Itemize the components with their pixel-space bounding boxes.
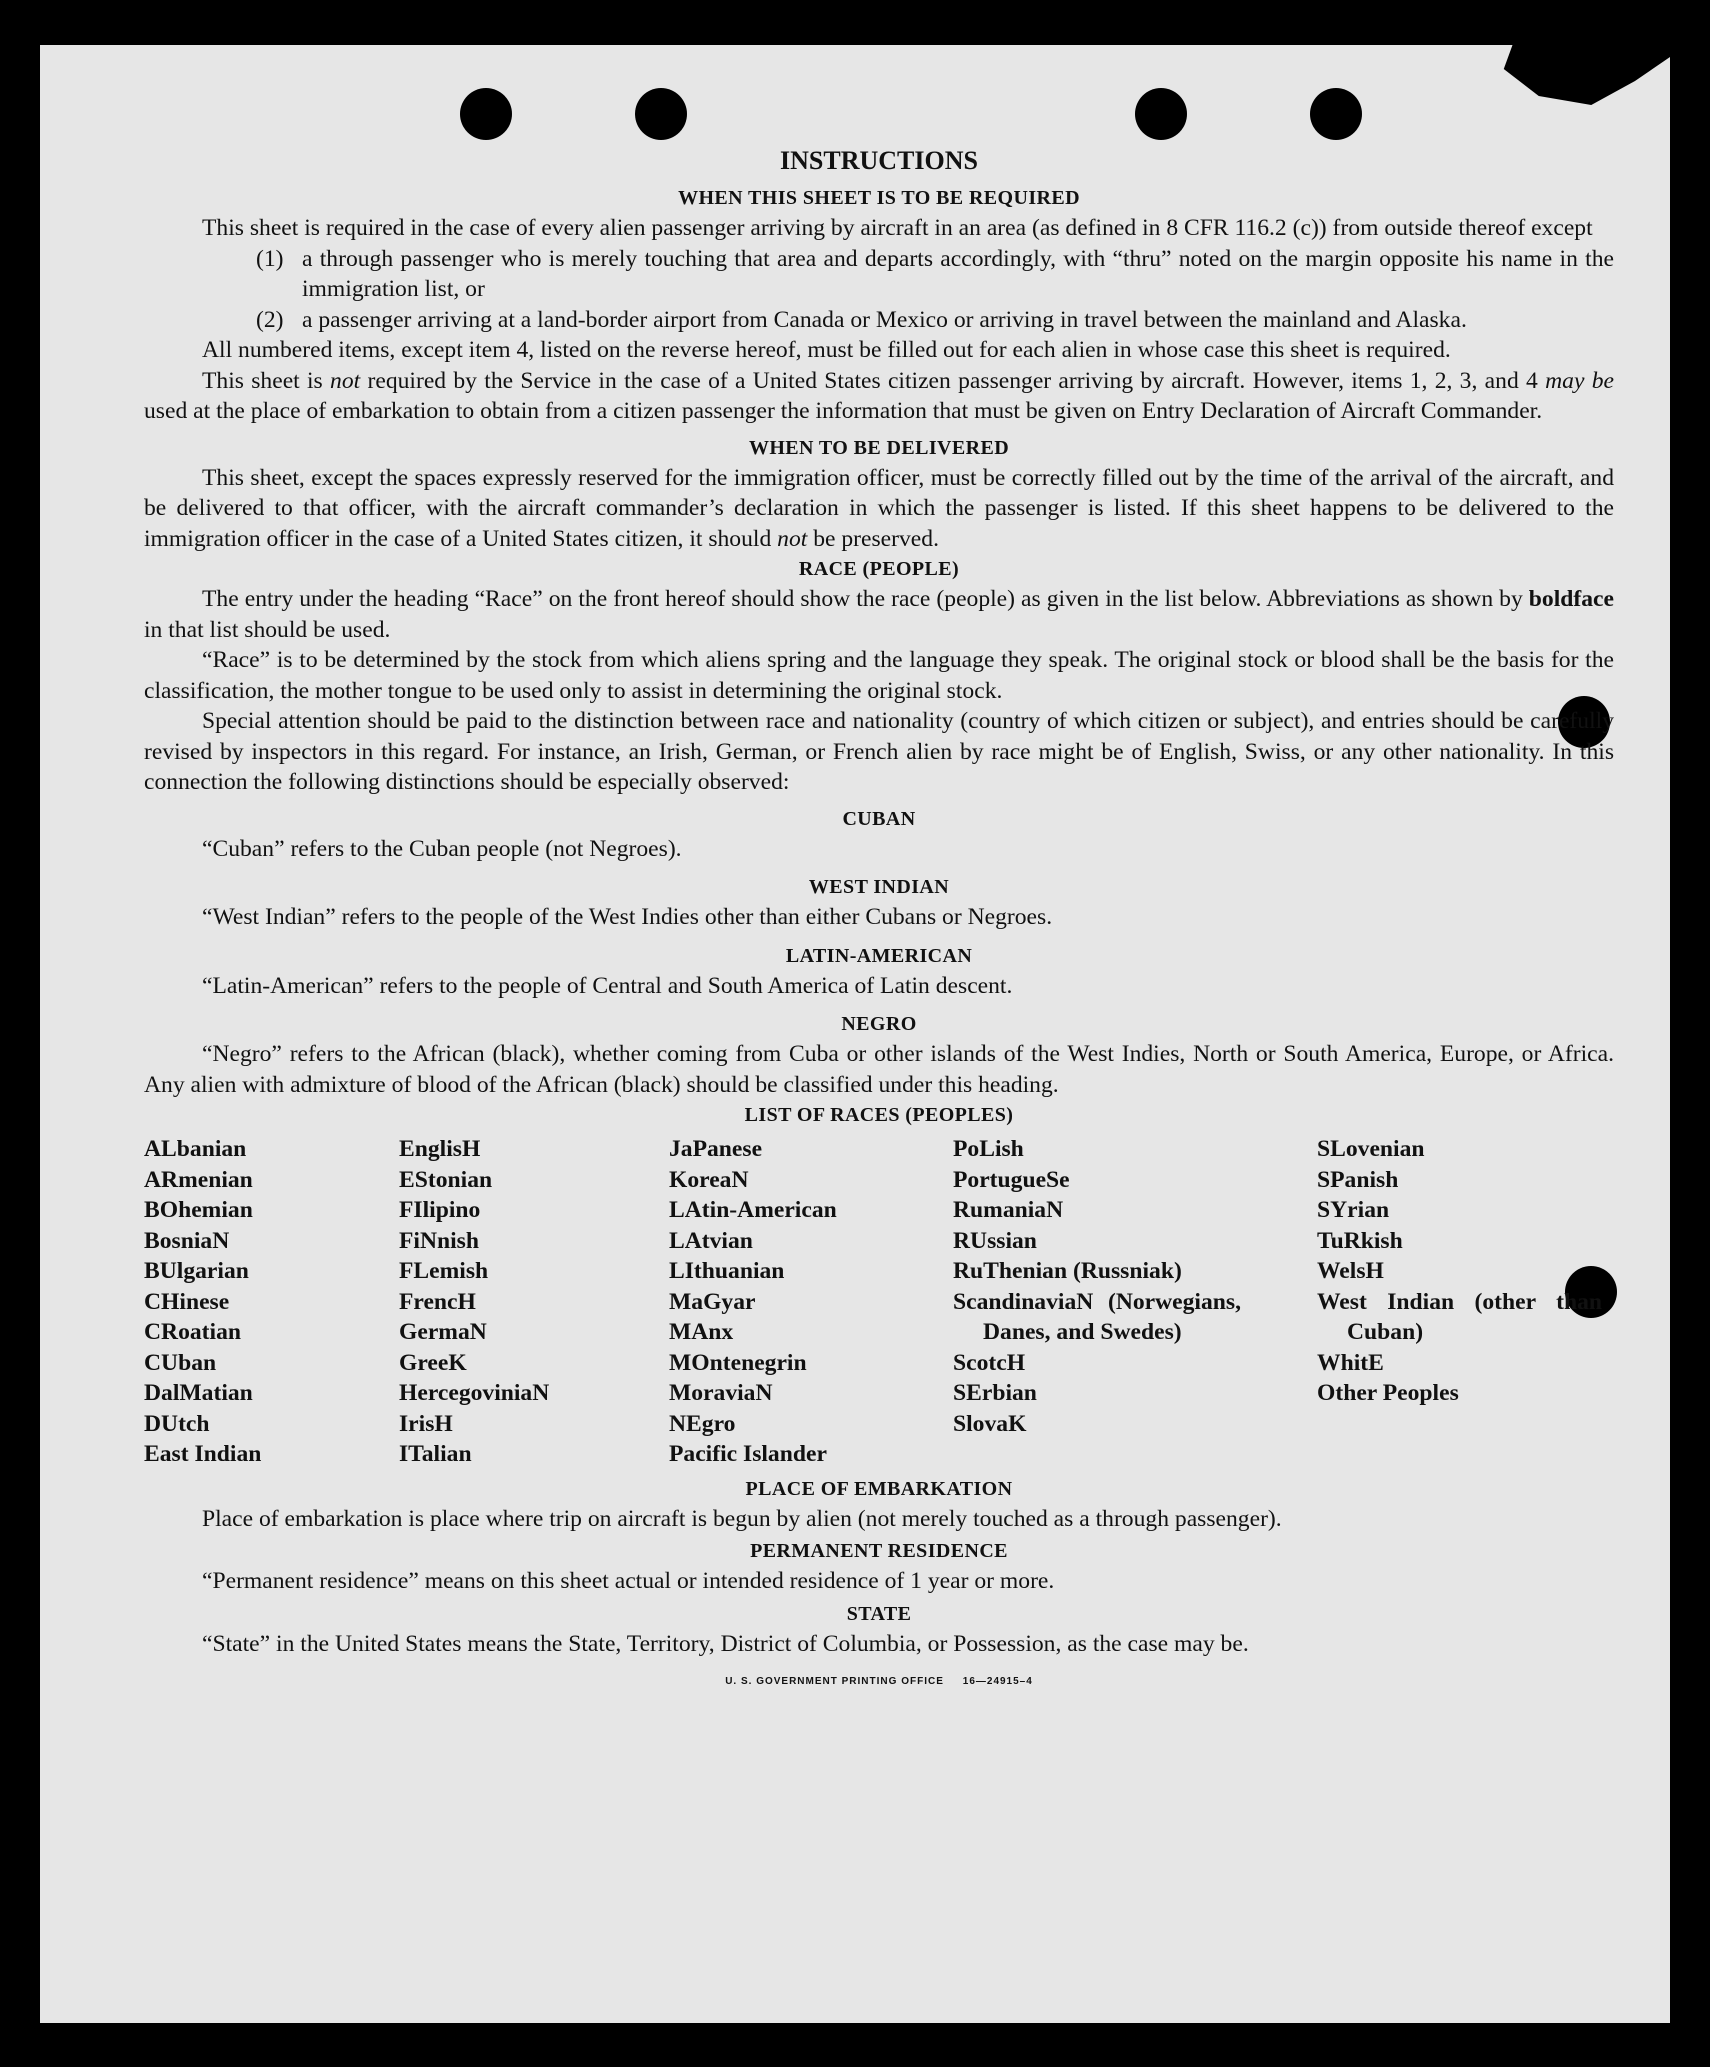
embarkation-text: Place of embarkation is place where trip on aircraft is begun by alien (not merely touched as a through passenger). bbox=[202, 1505, 1282, 1532]
instructions-text bbox=[144, 145, 1614, 1698]
race-entry: EnglisH bbox=[399, 1136, 481, 1162]
delivered-paragraph: This sheet, except the spaces expressly reserved for the immigration officer, must be correctly filled out by the time of the arrival of the aircraft, and be delivered to that officer, with the aircraft commander’s declaration in which the passenger is listed. If this sheet happens to be delivered to the immigration officer in the case of a United States citizen, it should not be preserved. bbox=[144, 464, 1614, 552]
race-entry: MAnx bbox=[669, 1319, 734, 1345]
list-item: (2) a passenger arriving at a land-border airport from Canada or Mexico or arriving in travel between the mainland and Alaska. bbox=[256, 306, 1467, 333]
required-paragraph: All numbered items, except item 4, listed on the reverse hereof, must be filled out for each alien in whose case this sheet is required. bbox=[202, 337, 1451, 363]
race-entry: JaPanese bbox=[669, 1136, 763, 1162]
torn-corner bbox=[1495, 45, 1670, 105]
heading-cuban: CUBAN bbox=[842, 807, 916, 830]
heading-required: WHEN THIS SHEET IS TO BE REQUIRED bbox=[678, 187, 1080, 209]
heading-negro: NEGRO bbox=[841, 1013, 917, 1035]
race-entry: GermaN bbox=[399, 1319, 487, 1345]
race-entry: West Indian (other than Cuban) bbox=[1317, 1288, 1602, 1345]
heading-delivered: WHEN TO BE DELIVERED bbox=[748, 436, 1010, 459]
race-entry: DalMatian bbox=[144, 1380, 253, 1406]
race-paragraph: The entry under the heading “Race” on the front hereof should show the race (people) as given in the list below. Abbreviations as shown by boldface in that list should be used. bbox=[144, 586, 1614, 643]
race-entry: ScotcH bbox=[953, 1349, 1026, 1376]
race-entry: ALbanian bbox=[144, 1136, 247, 1162]
race-entry: FIlipino bbox=[399, 1197, 481, 1223]
race-entry: SPanish bbox=[1317, 1166, 1399, 1193]
race-entry: ITalian bbox=[399, 1441, 472, 1467]
required-paragraph: This sheet is not required by the Service in the case of a United States citizen passenger arriving by aircraft. However, items 1, 2, 3, and 4 may be used at the place of embarkation to obtain from a citizen passenger the information that must be given on Entry Declaration of Aircraft Commander. bbox=[144, 367, 1614, 424]
race-entry: Pacific Islander bbox=[669, 1441, 827, 1467]
race-entry: LAtvian bbox=[669, 1227, 753, 1254]
race-entry: FrencH bbox=[399, 1288, 476, 1315]
latin-american-text: “Latin-American” refers to the people of Central and South America of Latin descent. bbox=[202, 972, 1013, 999]
page-title: INSTRUCTIONS bbox=[780, 146, 978, 175]
required-intro: This sheet is required in the case of every alien passenger arriving by aircraft in an area (as defined in 8 CFR 116.2 (c)) from outside thereof except bbox=[202, 215, 1593, 241]
race-entry: WelsH bbox=[1317, 1258, 1384, 1284]
race-entry: PortugueSe bbox=[953, 1166, 1070, 1193]
race-entry: BUlgarian bbox=[144, 1258, 249, 1284]
residence-text: “Permanent residence” means on this sheet actual or intended residence of 1 year or more. bbox=[202, 1568, 1055, 1594]
race-paragraph: “Race” is to be determined by the stock from which aliens spring and the language they speak. The original stock or blood shall be the basis for the classification, the mother tongue to be used only to assist in determining the original stock. bbox=[144, 647, 1614, 704]
punch-hole bbox=[460, 88, 512, 140]
cuban-text: “Cuban” refers to the Cuban people (not Negroes). bbox=[202, 835, 682, 862]
race-entry: GreeK bbox=[399, 1349, 467, 1376]
race-entry: HercegoviniaN bbox=[399, 1380, 550, 1406]
race-entry: MOntenegrin bbox=[669, 1349, 807, 1376]
heading-state: STATE bbox=[846, 1602, 912, 1625]
races-column bbox=[1317, 1134, 1602, 1470]
race-entry: WhitE bbox=[1317, 1349, 1384, 1376]
west-indian-text: “West Indian” refers to the people of the West Indies other than either Cubans or Negroes. bbox=[202, 904, 1053, 930]
document-page bbox=[40, 45, 1670, 2023]
heading-race: RACE (PEOPLE) bbox=[798, 558, 960, 580]
heading-latin-american: LATIN-AMERICAN bbox=[785, 944, 973, 967]
race-entry: Other Peoples bbox=[1317, 1380, 1459, 1406]
race-entry: MoraviaN bbox=[669, 1380, 773, 1406]
race-entry: KoreaN bbox=[669, 1166, 749, 1193]
race-entry: PoLish bbox=[953, 1136, 1024, 1162]
race-entry: MaGyar bbox=[669, 1288, 756, 1315]
race-entry: LIthuanian bbox=[669, 1258, 785, 1284]
race-entry: TuRkish bbox=[1317, 1227, 1403, 1254]
races-column bbox=[669, 1134, 953, 1470]
race-entry: RumaniaN bbox=[953, 1197, 1064, 1223]
race-entry: IrisH bbox=[399, 1410, 453, 1437]
punch-hole bbox=[1310, 88, 1362, 140]
race-entry: RuThenian (Russniak) bbox=[953, 1258, 1182, 1284]
heading-west-indian: WEST INDIAN bbox=[808, 876, 950, 898]
race-paragraph: Special attention should be paid to the distinction between race and nationality (country of which citizen or subject), and entries should be carefully revised by inspectors in this regard. For instance, an Irish, German, or French alien by race might be of English, Swiss, or any other nationality. In this connection the following distinctions should be especially observed: bbox=[144, 708, 1614, 795]
race-entry: SErbian bbox=[953, 1380, 1037, 1406]
heading-residence: PERMANENT RESIDENCE bbox=[750, 1540, 1008, 1562]
race-entry: EStonian bbox=[399, 1166, 493, 1193]
heading-embarkation: PLACE OF EMBARKATION bbox=[745, 1477, 1013, 1500]
punch-hole bbox=[635, 88, 687, 140]
race-entry: SYrian bbox=[1317, 1197, 1390, 1223]
races-column bbox=[399, 1134, 669, 1470]
heading-list-of-races: LIST OF RACES (PEOPLES) bbox=[744, 1104, 1014, 1126]
race-entry: CHinese bbox=[144, 1288, 230, 1315]
race-entry: RUssian bbox=[953, 1227, 1037, 1254]
race-entry: FiNnish bbox=[399, 1227, 479, 1254]
race-entry: ScandinaviaN (Norwegians, Danes, and Swedes) bbox=[953, 1288, 1241, 1345]
printer-imprint: U. S. GOVERNMENT PRINTING OFFICE 16—24915–4 bbox=[725, 1676, 1033, 1687]
race-entry: East Indian bbox=[144, 1441, 262, 1467]
race-entry: SLovenian bbox=[1317, 1136, 1425, 1162]
race-entry: DUtch bbox=[144, 1410, 210, 1437]
race-entry: LAtin-American bbox=[669, 1197, 837, 1223]
race-entry: BosniaN bbox=[144, 1227, 230, 1254]
races-list bbox=[144, 1134, 1614, 1470]
list-item: (1) a through passenger who is merely touching that area and departs accordingly, with “thru” noted on the margin opposite his name in the immigration list, or bbox=[256, 245, 1614, 302]
race-entry: CUban bbox=[144, 1349, 217, 1376]
race-entry: FLemish bbox=[399, 1258, 489, 1284]
race-entry: SlovaK bbox=[953, 1410, 1027, 1437]
race-entry: NEgro bbox=[669, 1410, 736, 1437]
race-entry: ARmenian bbox=[144, 1166, 253, 1193]
race-entry: CRoatian bbox=[144, 1319, 242, 1345]
punch-hole bbox=[1135, 88, 1187, 140]
state-text: “State” in the United States means the State, Territory, District of Columbia, or Possession, as the case may be. bbox=[202, 1630, 1249, 1657]
races-column bbox=[953, 1134, 1241, 1470]
races-column bbox=[144, 1134, 399, 1470]
race-entry: BOhemian bbox=[144, 1197, 253, 1223]
negro-text: “Negro” refers to the African (black), whether coming from Cuba or other islands of the West Indies, North or South America, Europe, or Africa. Any alien with admixture of blood of the African (black) should be classified under this heading. bbox=[144, 1041, 1614, 1098]
